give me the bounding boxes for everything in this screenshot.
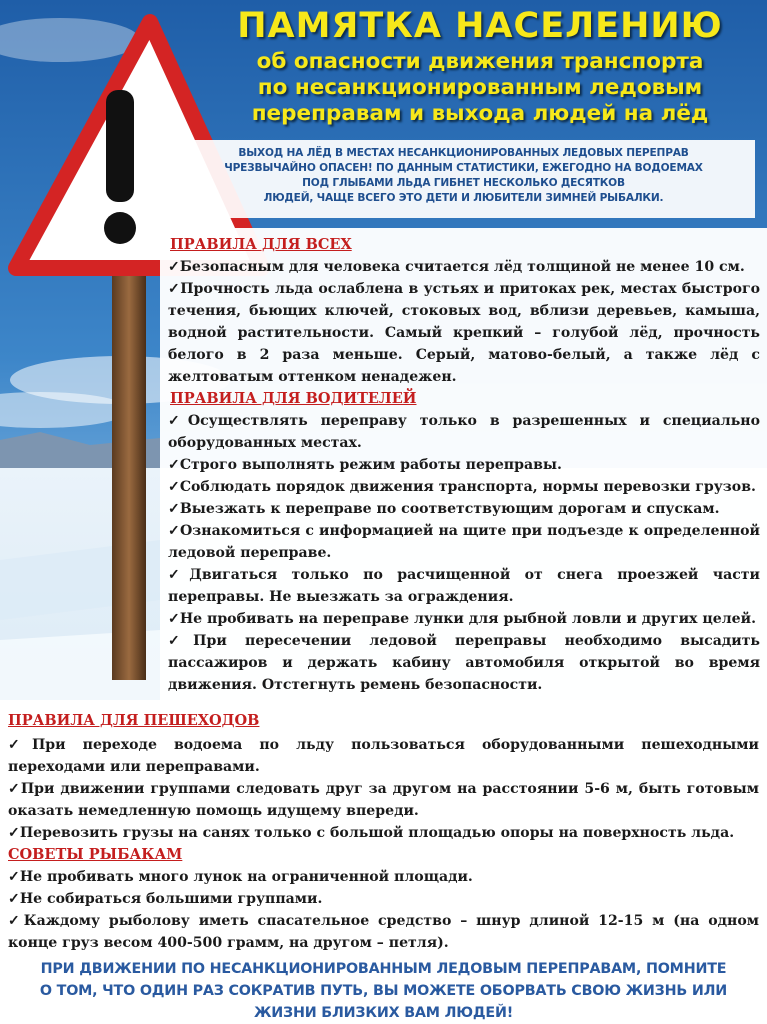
- check-icon: ✓: [8, 913, 24, 929]
- check-icon: ✓: [8, 891, 20, 907]
- check-icon: ✓: [168, 523, 180, 539]
- list-item: ✓Осуществлять переправу только в разрешенных и специально оборудованных местах.: [168, 413, 761, 451]
- list-item: ✓Прочность льда ослаблена в устьях и притоках рек, местах быстрого течения, бьющих ключей, стоковых вод, вблизи деревьев, камыша, водной растительности. Самый крепкий – голубой лёд, прочность белого в 2 раза меньше. Серый, матово-белый, а также лёд с желтоватым оттенком ненадежен.: [168, 281, 761, 385]
- check-icon: ✓: [168, 633, 194, 649]
- list-item: ✓Безопасным для человека считается лёд толщиной не менее 10 см.: [168, 259, 745, 275]
- check-icon: ✓: [168, 413, 188, 429]
- check-icon: ✓: [8, 825, 20, 841]
- list-item: ✓Не собираться большими группами.: [8, 891, 323, 907]
- list-item: ✓Двигаться только по расчищенной от снега проезжей части переправы. Не выезжать за ограждения.: [168, 567, 760, 605]
- page-title: ПАМЯТКА НАСЕЛЕНИЮ: [237, 6, 723, 46]
- check-icon: ✓: [8, 781, 21, 797]
- section-header-fishers: СОВЕТЫ РЫБАКАМ: [8, 846, 183, 863]
- list-item: ✓Перевозить грузы на санях только с большой площадью опоры на поверхность льда.: [8, 825, 735, 841]
- list-item: ✓При движении группами следовать друг за другом на расстоянии 5-6 м, быть готовым оказать немедленную помощь идущему впереди.: [8, 781, 759, 819]
- intro-line: ВЫХОД НА ЛЁД В МЕСТАХ НЕСАНКЦИОНИРОВАННЫХ ЛЕДОВЫХ ПЕРЕПРАВ: [238, 147, 689, 159]
- footer-line: ПРИ ДВИЖЕНИИ ПО НЕСАНКЦИОНИРОВАННЫМ ЛЕДОВЫМ ПЕРЕПРАВАМ, ПОМНИТЕ: [40, 961, 727, 977]
- intro-warning-box: [172, 140, 755, 218]
- footer-warning: [10, 958, 757, 1024]
- intro-line: ПОД ГЛЫБАМИ ЛЬДА ГИБНЕТ НЕСКОЛЬКО ДЕСЯТКОВ: [302, 177, 625, 189]
- list-item: ✓Соблюдать порядок движения транспорта, нормы перевозки грузов.: [168, 479, 756, 495]
- list-item: ✓При переходе водоема по льду пользоваться оборудованными пешеходными переходами или переправами.: [8, 737, 760, 775]
- page-subtitle-line-2: по несанкционированным ледовым: [257, 75, 703, 100]
- list-item: ✓Ознакомиться с информацией на щите при подъезде к определенной ледовой переправе.: [168, 523, 761, 561]
- section-header-pedestrians: ПРАВИЛА ДЛЯ ПЕШЕХОДОВ: [8, 712, 260, 729]
- check-icon: ✓: [8, 869, 20, 885]
- page-subtitle-line-3: переправам и выхода людей на лёд: [251, 101, 709, 126]
- section-header-drivers: ПРАВИЛА ДЛЯ ВОДИТЕЛЕЙ: [170, 390, 417, 407]
- list-item: ✓Не пробивать на переправе лунки для рыбной ловли и других целей.: [168, 611, 757, 627]
- list-item: ✓Выезжать к переправе по соответствующим дорогам и спускам.: [168, 501, 720, 517]
- footer-line: ЖИЗНИ БЛИЗКИХ ВАМ ЛЮДЕЙ!: [253, 1005, 514, 1021]
- list-item: ✓Строго выполнять режим работы переправы.: [168, 457, 562, 473]
- footer-line: О ТОМ, ЧТО ОДИН РАЗ СОКРАТИВ ПУТЬ, ВЫ МОЖЕТЕ ОБОРВАТЬ СВОЮ ЖИЗНЬ ИЛИ: [39, 983, 728, 999]
- intro-line: ЧРЕЗВЫЧАЙНО ОПАСЕН! ПО ДАННЫМ СТАТИСТИКИ, ЕЖЕГОДНО НА ВОДОЕМАХ: [224, 162, 703, 174]
- check-icon: ✓: [168, 479, 180, 495]
- intro-line: ЛЮДЕЙ, ЧАЩЕ ВСЕГО ЭТО ДЕТИ И ЛЮБИТЕЛИ ЗИМНЕЙ РЫБАЛКИ.: [263, 192, 664, 204]
- check-icon: ✓: [168, 611, 180, 627]
- list-item: ✓Не пробивать много лунок на ограниченной площади.: [8, 869, 473, 885]
- list-item: ✓При пересечении ледовой переправы необходимо высадить пассажиров и держать кабину автомобиля открытой во время движения. Отстегнуть ремень безопасности.: [168, 633, 760, 693]
- page-subtitle-line-1: об опасности движения транспорта: [256, 49, 704, 74]
- check-icon: ✓: [168, 501, 180, 517]
- check-icon: ✓: [168, 457, 180, 473]
- check-icon: ✓: [168, 259, 180, 275]
- check-icon: ✓: [8, 737, 32, 753]
- section-header-all: ПРАВИЛА ДЛЯ ВСЕХ: [170, 236, 352, 253]
- check-icon: ✓: [168, 281, 181, 297]
- check-icon: ✓: [168, 567, 190, 583]
- list-item: ✓Каждому рыболову иметь спасательное средство – шнур длиной 12-15 м (на одном конце груз весом 400-500 грамм, на другом – петля).: [8, 913, 759, 951]
